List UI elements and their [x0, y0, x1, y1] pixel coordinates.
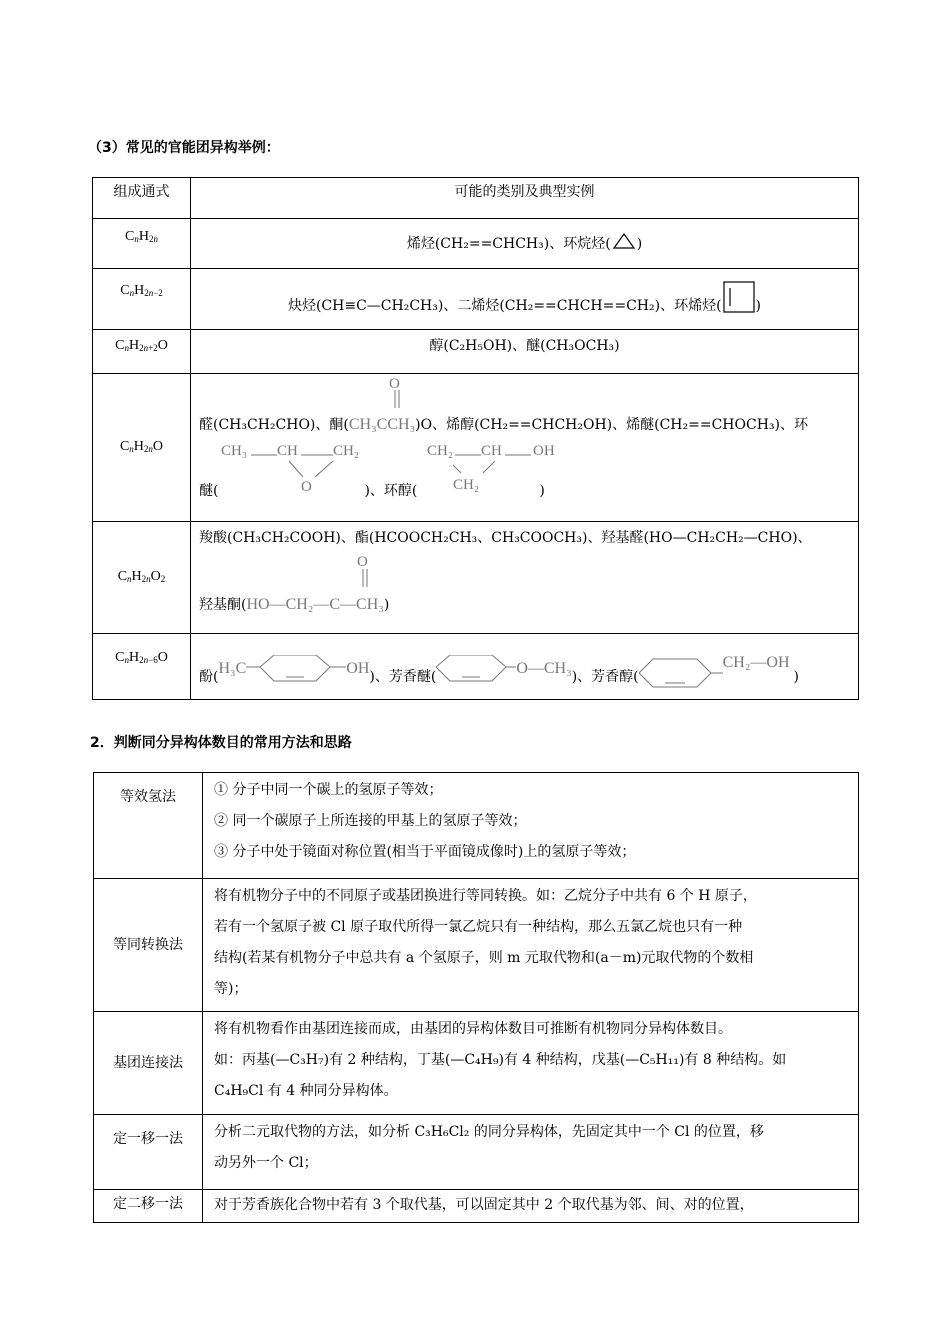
cycloalcohol-ch2: CH₂: [427, 442, 454, 459]
benzene-ring-icon: [436, 655, 516, 695]
examples-tail: ): [636, 235, 643, 252]
examples-line-1: 羧酸(CH₃CH₂COOH)、酯(HCOOCH₂CH₃、CH₃COOCH₃)、羟基醛(HO—CH₂CH₂—CHO)、: [199, 529, 812, 546]
examples-text: )O、烯醇(CH₂==CHCH₂OH)、烯醚(CH₂==CHOCH₃)、环: [415, 416, 808, 433]
alcohol-group: CH₂—OH: [722, 653, 790, 671]
table-row: [94, 1012, 859, 1115]
description-line: 等)；: [214, 981, 248, 997]
cycloalcohol-ch: CH: [481, 442, 502, 459]
table-row: [93, 634, 859, 700]
method-name: 定二移一法: [94, 1190, 203, 1223]
general-formula: $C_nH_{2n-2}$: [93, 269, 191, 330]
col-header-examples: 可能的类别及典型实例: [191, 178, 859, 219]
table-row: [94, 773, 859, 879]
ketone-oxygen: O: [389, 375, 400, 392]
method-name: 等效氢法: [94, 773, 203, 879]
table-row: [94, 1190, 859, 1223]
examples-text: ): [539, 482, 545, 499]
examples-cell: [191, 219, 859, 269]
description-line: 将有机物看作由基团连接而成，由基团的异构体数目可推断有机物同分异构体数目。: [214, 1021, 732, 1037]
method-name: 基团连接法: [94, 1012, 203, 1115]
hydroxyketone-double-bond: [360, 569, 370, 589]
method-description: [203, 879, 859, 1012]
description-line: 对于芳香族化合物中若有 3 个取代基，可以固定其中 2 个取代基为邻、间、对的位置，: [214, 1197, 754, 1213]
description-line: 分析二元取代物的方法，如分析 C₃H₆Cl₂ 的同分异构体，先固定其中一个 Cl 的位置，移: [214, 1124, 764, 1140]
hydroxyketone-oxygen: O: [357, 553, 368, 570]
examples-text: 烯烃(CH₂==CHCH₃)、环烷烃(: [406, 235, 611, 252]
examples-text: ): [383, 596, 390, 613]
general-formula: $C_nH_{2n}O_2$: [93, 522, 191, 634]
examples-text: 醚(: [199, 482, 219, 499]
examples-text: 醇(C₂H₅OH)、醚(CH₃OCH₃): [429, 338, 620, 354]
description-line: 若有一个氢原子被 Cl 原子取代所得一氯乙烷只有一种结构，那么五氯乙烷也只有一种: [214, 919, 743, 935]
table-row: [94, 879, 859, 1012]
isomer-count-method-table: [93, 772, 859, 1223]
general-formula: $C_nH_{2n}$: [93, 219, 191, 269]
table-row: [94, 1115, 859, 1190]
general-formula: $C_nH_{2n+2}O$: [93, 330, 191, 374]
cyclobutene-structure: [722, 280, 756, 316]
general-formula: $C_nH_{2n}O$: [93, 374, 191, 522]
examples-text: 炔烃(CH≡C—CH₂CH₃)、二烯烃(CH₂==CHCH==CH₂)、环烯烃(: [287, 298, 722, 314]
examples-cell: [191, 374, 859, 522]
functional-isomer-table: [92, 177, 859, 700]
method-description: [203, 773, 859, 879]
phenol-oh: OH: [346, 659, 370, 677]
epoxide-ch2: CH₂: [333, 442, 360, 459]
aromatic-examples: [199, 655, 799, 695]
examples-line-1: [199, 413, 808, 437]
description-line: ① 分子中同一个碳上的氢原子等效；: [214, 782, 443, 798]
examples-cell: [191, 522, 859, 634]
general-formula: $C_nH_{2n-6}O$: [93, 634, 191, 700]
epoxide-ch3: CH₃: [221, 442, 248, 459]
method-description: [203, 1115, 859, 1190]
epoxide-ch: CH: [277, 442, 298, 459]
cycloalcohol-oh: OH: [533, 442, 555, 459]
method-name: 等同转换法: [94, 879, 203, 1012]
method-description: [203, 1190, 859, 1223]
section-heading-isomer-count-methods: 2．判断同分异构体数目的常用方法和思路: [90, 735, 352, 751]
examples-tail: ): [755, 298, 762, 314]
ketone-structure: CH₃CCH₃: [348, 415, 416, 433]
examples-cell: [191, 330, 859, 374]
hydroxyketone-structure: HO—CH₂—C—CH₃: [246, 595, 384, 613]
epoxide-oxygen: O: [301, 478, 312, 495]
col-header-formula: 组成通式: [93, 178, 191, 219]
phenol-ch3: H₃C: [218, 659, 247, 677]
benzene-ring-icon: [639, 655, 723, 695]
description-line: ② 同一个碳原子上所连接的甲基上的氢原子等效；: [214, 813, 527, 829]
examples-text: 酚(: [199, 668, 219, 685]
examples-text: )、芳香醚(: [369, 668, 437, 685]
table-row: [93, 330, 859, 374]
table-header-row: [93, 178, 859, 219]
table-row: [93, 219, 859, 269]
cycloalcohol-ch2-bottom: CH₂: [453, 476, 480, 493]
examples-text: 醛(CH₃CH₂CHO)、酮(: [199, 416, 349, 433]
examples-cell: [191, 269, 859, 330]
examples-text: ): [793, 668, 800, 685]
method-description: [203, 1012, 859, 1115]
examples-line-2: [199, 593, 389, 617]
examples-line-3: [199, 479, 545, 503]
description-line: 动另外一个 Cl；: [214, 1155, 318, 1171]
ether-group: O—CH₃: [516, 659, 572, 677]
method-name: 定一移一法: [94, 1115, 203, 1190]
description-line: ③ 分子中处于镜面对称位置(相当于平面镜成像时)上的氢原子等效；: [214, 844, 636, 860]
description-line: C₄H₉Cl 有 4 种同分异构体。: [214, 1083, 398, 1099]
table-row: [93, 374, 859, 522]
examples-text: )、环醇(: [364, 482, 418, 499]
examples-text: 羟基酮(: [199, 596, 247, 613]
cyclopropane-structure: [611, 232, 637, 250]
ketone-double-bond: [392, 390, 402, 410]
table-row: [93, 522, 859, 634]
examples-text: )、芳香醇(: [571, 668, 639, 685]
section-heading-functional-isomers: （3）常见的官能团异构举例：: [88, 140, 280, 156]
description-line: 如：丙基(—C₃H₇)有 2 种结构，丁基(—C₄H₉)有 4 种结构，戊基(—C₅H₁₁)有 8 种结构。如: [214, 1052, 787, 1068]
description-line: 将有机物分子中的不同原子或基团换进行等同转换。如：乙烷分子中共有 6 个 H 原子，: [214, 888, 757, 904]
table-row: [93, 269, 859, 330]
examples-cell: [191, 634, 859, 700]
description-line: 结构(若某有机物分子中总共有 a 个氢原子，则 m 元取代物和(a－m)元取代物的个数相: [214, 950, 754, 966]
